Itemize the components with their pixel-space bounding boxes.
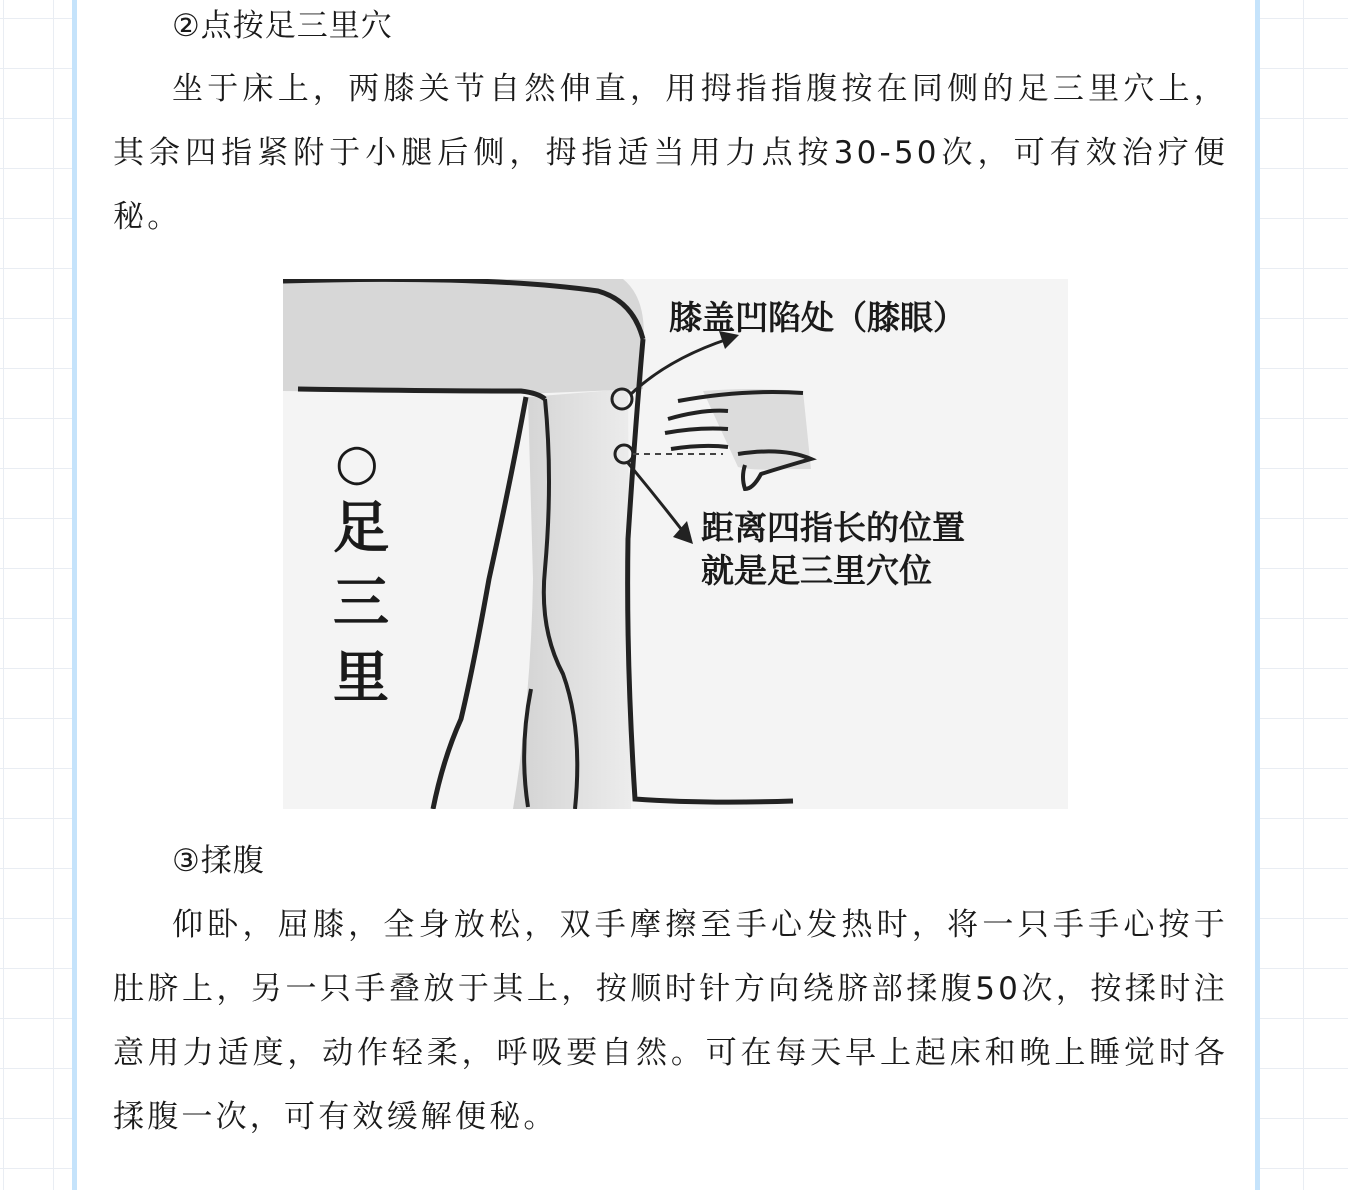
figure-label-position-1: 距离四指长的位置 — [701, 508, 965, 547]
acupoint-illustration — [283, 279, 1068, 809]
figure-label-san: 三 — [333, 570, 389, 636]
figure-circle-mark: ○ — [335, 432, 379, 491]
figure-label-zu: 足 — [333, 495, 389, 561]
article-card — [72, 0, 1260, 1190]
leg-diagram — [283, 279, 1068, 809]
section-heading-point2: ②点按足三里穴 — [172, 8, 393, 44]
thigh-shape — [283, 279, 644, 394]
figure-label-position-2: 就是足三里穴位 — [701, 551, 932, 590]
figure-label-knee-eye: 膝盖凹陷处（膝眼） — [669, 298, 966, 337]
figure-label-li: 里 — [333, 645, 389, 711]
section-heading-point3: ③揉腹 — [172, 843, 265, 879]
section-body-point2: 坐于床上，两膝关节自然伸直，用拇指指腹按在同侧的足三里穴上，其余四指紧附于小腿后侧，拇指适当用力点按30-50次，可有效治疗便秘。 — [113, 71, 1228, 235]
section-body-point3: 仰卧，屈膝，全身放松，双手摩擦至手心发热时，将一只手手心按于肚脐上，另一只手叠放于其上，按顺时针方向绕脐部揉腹50次，按揉时注意用力适度，动作轻柔，呼吸要自然。可在每天早上起床和晚上睡觉时各揉腹一次，可有效缓解便秘。 — [113, 907, 1228, 1135]
